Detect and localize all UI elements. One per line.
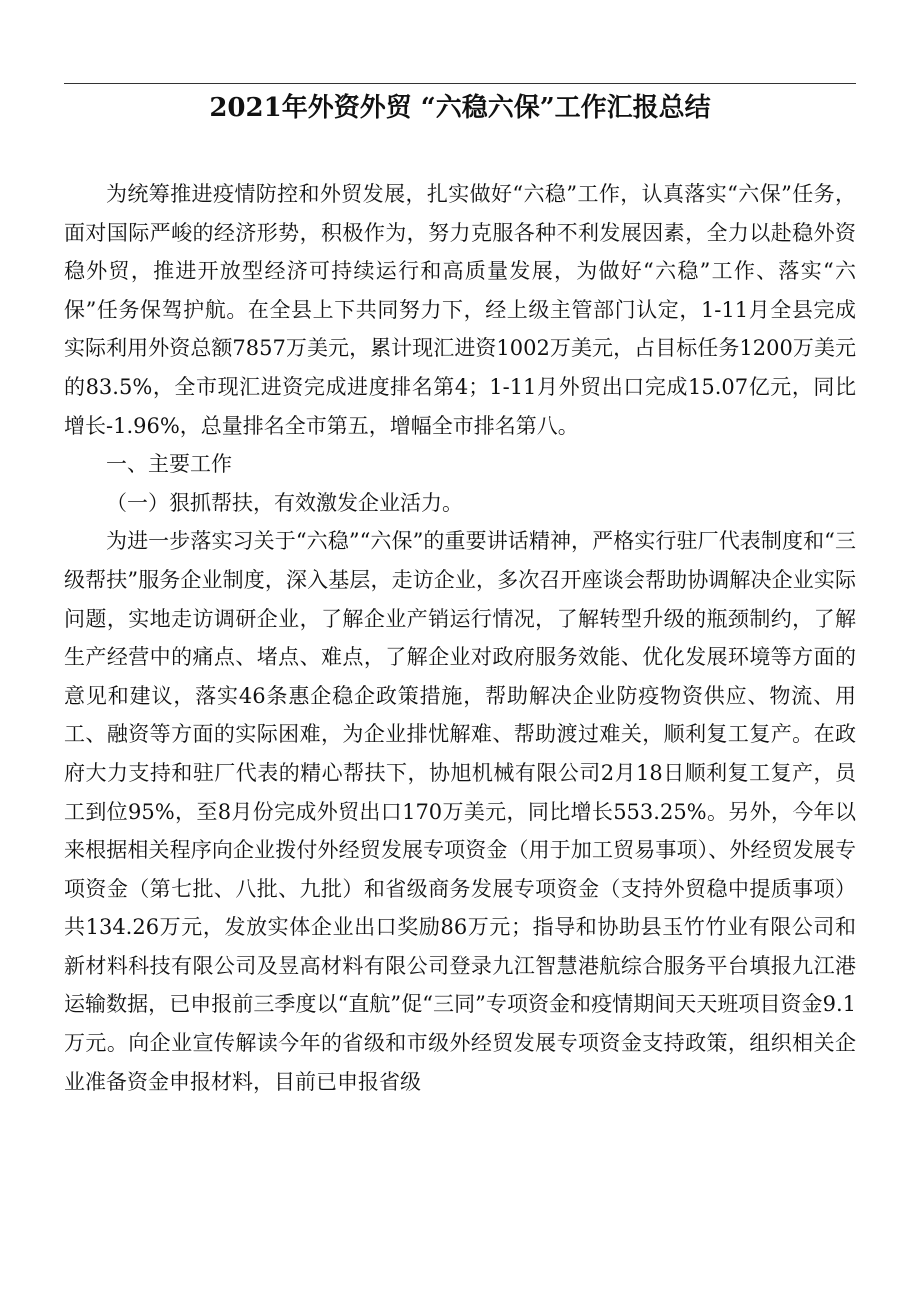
body-paragraph: 为进一步落实习关于“六稳”“六保”的重要讲话精神，严格实行驻厂代表制度和“三级帮扶”服务企业制度，深入基层，走访企业，多次召开座谈会帮助协调解决企业实际问题，实地走访调研企业，了解企业产销运行情况，了解转型升级的瓶颈制约，了解生产经营中的痛点、堵点、难点，了解企业对政府服务效能、优化发展环境等方面的意见和建议，落实46条惠企稳企政策措施，帮助解决企业防疫物资供应、物流、用工、融资等方面的实际困难，为企业排忧解难、帮助渡过难关，顺利复工复产。在政府大力支持和驻厂代表的精心帮扶下，协旭机械有限公司2月18日顺利复工复产，员工到位95%，至8月份完成外贸出口170万美元，同比增长553.25%。另外，今年以来根据相关程序向企业拨付外经贸发展专项资金（用于加工贸易事项）、外经贸发展专项资金（第七批、八批、九批）和省级商务发展专项资金（支持外贸稳中提质事项）共134.26万元，发放实体企业出口奖励86万元；指导和协助县玉竹竹业有限公司和新材料科技有限公司及昱高材料有限公司登录九江智慧港航综合服务平台填报九江港运输数据，已申报前三季度以“直航”促“三同”专项资金和疫情期间天天班项目资金9.1万元。向企业宣传解读今年的省级和市级外经贸发展专项资金支持政策，组织相关企业准备资金申报材料，目前已申报省级 <box>64 529 856 1094</box>
intro-paragraph: 为统筹推进疫情防控和外贸发展，扎实做好“六稳”工作，认真落实“六保”任务，面对国际严峻的经济形势，积极作为，努力克服各种不利发展因素，全力以赴稳外资稳外贸，推进开放型经济可持续运行和高质量发展，为做好“六稳”工作、落实“六保”任务保驾护航。在全县上下共同努力下，经上级主管部门认定，1-11月全县完成实际利用外资总额7857万美元，累计现汇进资1002万美元，占目标任务1200万美元的83.5%，全市现汇进资完成进度排名第4；1-11月外贸出口完成15.07亿元，同比增长-1.96%，总量排名全市第五，增幅全市排名第八。 <box>64 182 856 438</box>
document-body <box>64 175 856 1101</box>
document-title: 2021年外资外贸 “六稳六保”工作汇报总结 <box>209 93 711 123</box>
header-rule <box>64 83 856 84</box>
subsection-heading: （一）狠抓帮扶，有效激发企业活力。 <box>106 490 463 515</box>
section-heading: 一、主要工作 <box>106 452 232 477</box>
